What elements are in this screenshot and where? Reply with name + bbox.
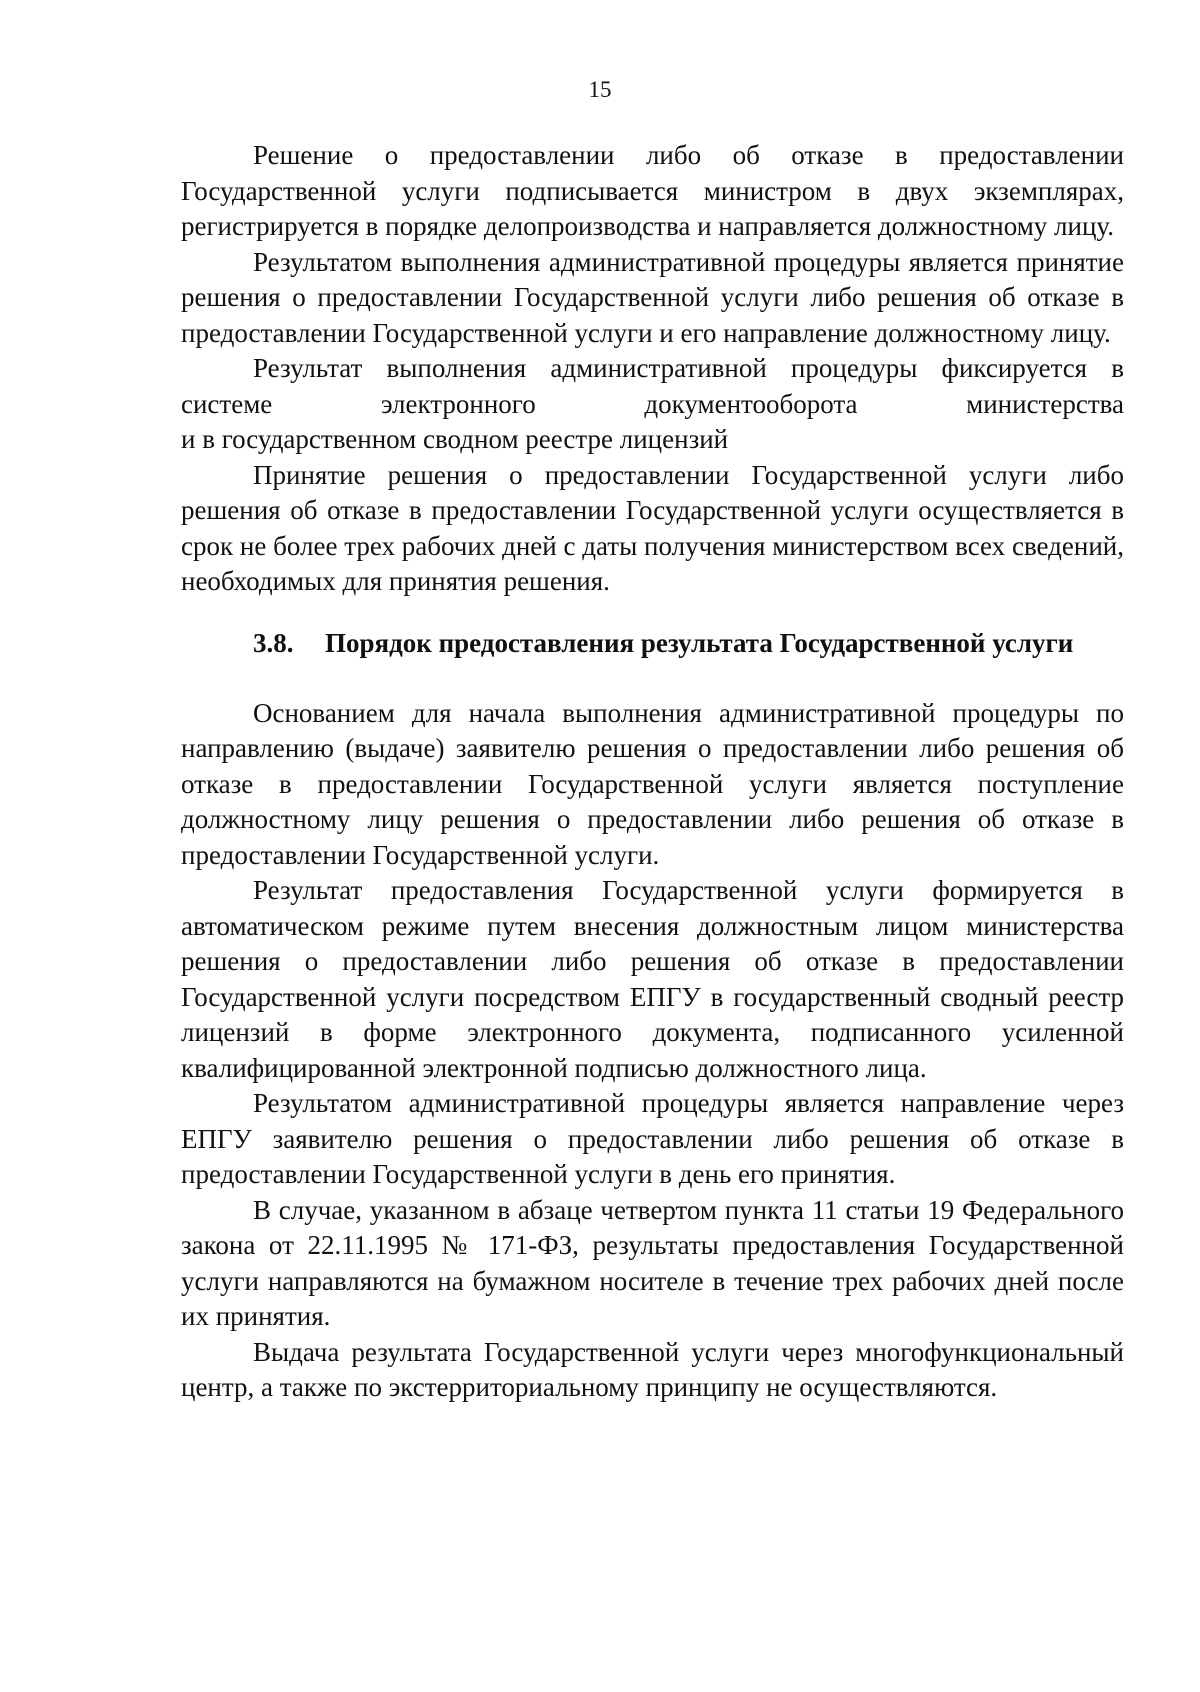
paragraph-result-delivery-epgu: Результатом административной процедуры является направление через ЕПГУ заявителю решения о предоставлении либо решения об отказе в предоставлении Государственной услуги в день его принятия. <box>181 1088 1124 1189</box>
section-number: 3.8. <box>253 627 294 658</box>
document-body <box>181 138 1124 1406</box>
paragraph-procedure-result: Результатом выполнения административной процедуры является принятие решения о предоставлении Государственной услуги либо решения об отказе в предоставлении Государственной услуги и его направление должностному лицу. <box>181 246 1124 348</box>
section-title: Порядок предоставления результата Государственной услуги <box>325 627 1074 658</box>
paragraph-result-recording-continued: и в государственном сводном реестре лицензий <box>181 424 729 454</box>
paragraph-decision-deadline: Принятие решения о предоставлении Государственной услуги либо решения об отказе в предоставлении Государственной услуги осуществляется в срок не более трех рабочих дней с даты получения министерством всех сведений, необходимых для принятия решения. <box>181 459 1124 596</box>
paragraph-paper-delivery: В случае, указанном в абзаце четвертом пункта 11 статьи 19 Федерального закона от 22.11.1995 № 171-ФЗ, результаты предоставления Государственной услуги направляются на бумажном носителе в течение трех рабочих дней после их принятия. <box>181 1194 1124 1331</box>
paragraph-mfc-not-provided: Выдача результата Государственной услуги через многофункциональный центр, а также по экстерриториальному принципу не осуществляются. <box>181 1336 1124 1402</box>
paragraph-decision-signing: Решение о предоставлении либо об отказе в предоставлении Государственной услуги подписывается министром в двух экземплярах, регистрируется в порядке делопроизводства и направляется должностному лицу. <box>181 140 1124 241</box>
page-number: 15 <box>588 77 612 102</box>
paragraph-result-recording: Результат выполнения административной процедуры фиксируется в системе электронного документооборота министерства <box>181 353 1124 419</box>
paragraph-basis-for-procedure: Основанием для начала выполнения административной процедуры по направлению (выдаче) заявителю решения о предоставлении либо решения об отказе в предоставлении Государственной услуги является поступление должностному лицу решения о предоставлении либо решения об отказе в предоставлении Государственной услуги. <box>181 697 1124 870</box>
paragraph-result-formation: Результат предоставления Государственной услуги формируется в автоматическом режиме путем внесения должностным лицом министерства решения о предоставлении либо решения об отказе в предоставлении Государственной услуги посредством ЕПГУ в государственный сводный реестр лицензий в форме электронного документа, подписанного усиленной квалифицированной электронной подписью должностного лица. <box>181 875 1124 1083</box>
section-heading <box>181 624 1124 662</box>
